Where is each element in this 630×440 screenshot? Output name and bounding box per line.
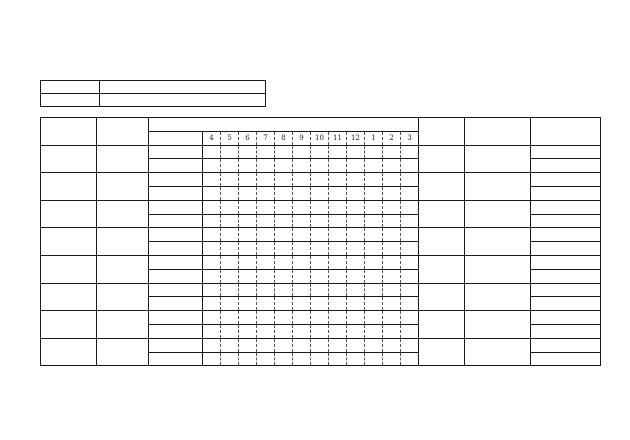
date-to-cell[interactable] — [531, 242, 601, 256]
month-cell[interactable] — [203, 242, 221, 256]
applicant-address-label — [41, 81, 100, 94]
month-cell[interactable] — [293, 214, 311, 228]
month-header-cell: 5 — [221, 131, 239, 145]
month-cell[interactable] — [329, 159, 347, 173]
month-cell[interactable] — [239, 186, 257, 200]
month-cell[interactable] — [365, 297, 383, 311]
table-row — [41, 283, 601, 297]
crop-cell[interactable] — [97, 228, 149, 256]
row-label — [149, 186, 203, 200]
table-row — [41, 255, 601, 269]
measures-cell[interactable] — [465, 283, 531, 311]
month-cell[interactable] — [239, 352, 257, 366]
month-cell[interactable] — [203, 255, 221, 269]
date-from-cell[interactable] — [531, 311, 601, 325]
month-cell[interactable] — [221, 255, 239, 269]
month-cell[interactable] — [293, 338, 311, 352]
month-cell[interactable] — [293, 283, 311, 297]
month-cell[interactable] — [257, 242, 275, 256]
month-cell[interactable] — [347, 159, 365, 173]
location-cell[interactable] — [41, 283, 97, 311]
month-cell[interactable] — [275, 269, 293, 283]
month-cell[interactable] — [365, 255, 383, 269]
month-cell[interactable] — [383, 324, 401, 338]
month-cell[interactable] — [347, 228, 365, 242]
month-cell[interactable] — [239, 283, 257, 297]
applicant-table — [40, 80, 266, 107]
month-cell[interactable] — [329, 283, 347, 297]
month-cell[interactable] — [311, 352, 329, 366]
month-cell[interactable] — [365, 228, 383, 242]
month-cell[interactable] — [257, 352, 275, 366]
row-label — [149, 311, 203, 325]
month-cell[interactable] — [257, 228, 275, 242]
table-row — [41, 228, 601, 242]
month-cell[interactable] — [257, 186, 275, 200]
month-cell[interactable] — [365, 269, 383, 283]
month-cell[interactable] — [257, 269, 275, 283]
month-cell[interactable] — [203, 297, 221, 311]
month-cell[interactable] — [239, 173, 257, 187]
month-cell[interactable] — [365, 214, 383, 228]
month-cell[interactable] — [383, 255, 401, 269]
measures-cell[interactable] — [465, 200, 531, 228]
month-cell[interactable] — [401, 352, 419, 366]
month-header-cell: 4 — [203, 131, 221, 145]
month-header-cell: 8 — [275, 131, 293, 145]
table-row — [41, 338, 601, 352]
month-cell[interactable] — [329, 352, 347, 366]
applicant-name-field[interactable] — [100, 94, 266, 107]
month-cell[interactable] — [311, 324, 329, 338]
month-cell[interactable] — [311, 159, 329, 173]
month-cell[interactable] — [257, 200, 275, 214]
month-cell[interactable] — [275, 352, 293, 366]
month-cell[interactable] — [347, 324, 365, 338]
location-cell[interactable] — [41, 255, 97, 283]
month-cell[interactable] — [239, 269, 257, 283]
month-cell[interactable] — [203, 173, 221, 187]
header-month — [149, 131, 203, 145]
month-cell[interactable] — [221, 352, 239, 366]
month-cell[interactable] — [293, 186, 311, 200]
month-cell[interactable] — [203, 338, 221, 352]
month-cell[interactable] — [329, 186, 347, 200]
applicant-name-label — [41, 94, 100, 107]
month-cell[interactable] — [383, 242, 401, 256]
month-cell[interactable] — [221, 214, 239, 228]
month-cell[interactable] — [293, 255, 311, 269]
month-header-cell: 3 — [401, 131, 419, 145]
month-cell[interactable] — [365, 311, 383, 325]
date-to-cell[interactable] — [531, 352, 601, 366]
month-cell[interactable] — [203, 283, 221, 297]
header-crop — [97, 118, 149, 146]
row-label — [149, 255, 203, 269]
month-cell[interactable] — [311, 145, 329, 159]
crop-cell[interactable] — [97, 338, 149, 366]
month-cell[interactable] — [239, 255, 257, 269]
damage-cell[interactable] — [419, 228, 465, 256]
month-cell[interactable] — [401, 186, 419, 200]
month-header-cell: 6 — [239, 131, 257, 145]
month-cell[interactable] — [275, 338, 293, 352]
month-cell[interactable] — [365, 200, 383, 214]
month-cell[interactable] — [347, 173, 365, 187]
month-cell[interactable] — [239, 297, 257, 311]
crop-cell[interactable] — [97, 283, 149, 311]
date-from-cell[interactable] — [531, 200, 601, 214]
month-header-cell: 7 — [257, 131, 275, 145]
month-cell[interactable] — [257, 338, 275, 352]
measures-cell[interactable] — [465, 255, 531, 283]
month-cell[interactable] — [401, 145, 419, 159]
month-cell[interactable] — [311, 200, 329, 214]
location-cell[interactable] — [41, 173, 97, 201]
month-cell[interactable] — [311, 311, 329, 325]
month-cell[interactable] — [257, 214, 275, 228]
month-cell[interactable] — [239, 242, 257, 256]
month-cell[interactable] — [347, 186, 365, 200]
month-cell[interactable] — [329, 200, 347, 214]
month-cell[interactable] — [383, 297, 401, 311]
month-cell[interactable] — [401, 311, 419, 325]
location-cell[interactable] — [41, 311, 97, 339]
location-cell[interactable] — [41, 145, 97, 173]
month-cell[interactable] — [257, 255, 275, 269]
month-cell[interactable] — [275, 297, 293, 311]
date-to-cell[interactable] — [531, 214, 601, 228]
month-cell[interactable] — [383, 186, 401, 200]
month-cell[interactable] — [347, 255, 365, 269]
month-cell[interactable] — [275, 200, 293, 214]
month-cell[interactable] — [329, 214, 347, 228]
plan-table — [40, 117, 601, 366]
month-cell[interactable] — [239, 214, 257, 228]
month-cell[interactable] — [221, 228, 239, 242]
applicant-address-field[interactable] — [100, 81, 266, 94]
date-to-cell[interactable] — [531, 186, 601, 200]
month-cell[interactable] — [275, 255, 293, 269]
row-label — [149, 242, 203, 256]
date-to-cell[interactable] — [531, 297, 601, 311]
crop-cell[interactable] — [97, 200, 149, 228]
month-header-cell: 2 — [383, 131, 401, 145]
date-from-cell[interactable] — [531, 283, 601, 297]
table-row — [41, 145, 601, 159]
month-cell[interactable] — [203, 159, 221, 173]
month-cell[interactable] — [365, 283, 383, 297]
month-cell[interactable] — [401, 214, 419, 228]
damage-cell[interactable] — [419, 200, 465, 228]
month-cell[interactable] — [275, 311, 293, 325]
row-label — [149, 200, 203, 214]
month-cell[interactable] — [383, 269, 401, 283]
month-cell[interactable] — [401, 159, 419, 173]
month-cell[interactable] — [383, 352, 401, 366]
month-cell[interactable] — [221, 324, 239, 338]
month-cell[interactable] — [257, 311, 275, 325]
month-cell[interactable] — [365, 186, 383, 200]
month-cell[interactable] — [383, 145, 401, 159]
crop-cell[interactable] — [97, 145, 149, 173]
row-label — [149, 145, 203, 159]
row-label — [149, 214, 203, 228]
month-cell[interactable] — [275, 159, 293, 173]
month-cell[interactable] — [221, 283, 239, 297]
month-cell[interactable] — [383, 311, 401, 325]
row-label — [149, 324, 203, 338]
month-cell[interactable] — [383, 200, 401, 214]
month-cell[interactable] — [311, 214, 329, 228]
month-cell[interactable] — [257, 324, 275, 338]
month-cell[interactable] — [347, 269, 365, 283]
month-cell[interactable] — [329, 311, 347, 325]
table-row — [41, 200, 601, 214]
month-cell[interactable] — [293, 200, 311, 214]
month-cell[interactable] — [347, 200, 365, 214]
header-period-group — [149, 118, 419, 132]
month-cell[interactable] — [257, 145, 275, 159]
month-cell[interactable] — [257, 173, 275, 187]
month-cell[interactable] — [293, 297, 311, 311]
month-cell[interactable] — [203, 214, 221, 228]
header-location — [41, 118, 97, 146]
table-row — [41, 173, 601, 187]
month-cell[interactable] — [239, 145, 257, 159]
month-cell[interactable] — [257, 159, 275, 173]
month-cell[interactable] — [329, 297, 347, 311]
measures-cell[interactable] — [465, 145, 531, 173]
crop-cell[interactable] — [97, 255, 149, 283]
month-cell[interactable] — [401, 297, 419, 311]
month-cell[interactable] — [365, 324, 383, 338]
month-cell[interactable] — [401, 283, 419, 297]
month-cell[interactable] — [329, 338, 347, 352]
month-cell[interactable] — [293, 242, 311, 256]
date-to-cell[interactable] — [531, 269, 601, 283]
measures-cell[interactable] — [465, 173, 531, 201]
location-cell[interactable] — [41, 338, 97, 366]
month-cell[interactable] — [383, 214, 401, 228]
month-cell[interactable] — [311, 338, 329, 352]
month-cell[interactable] — [401, 173, 419, 187]
row-label — [149, 269, 203, 283]
month-cell[interactable] — [329, 228, 347, 242]
row-label — [149, 228, 203, 242]
month-cell[interactable] — [329, 242, 347, 256]
month-cell[interactable] — [365, 352, 383, 366]
month-cell[interactable] — [257, 283, 275, 297]
header-capture-period — [531, 118, 601, 146]
month-cell[interactable] — [203, 324, 221, 338]
month-cell[interactable] — [311, 242, 329, 256]
month-cell[interactable] — [347, 297, 365, 311]
row-label — [149, 283, 203, 297]
month-cell[interactable] — [311, 228, 329, 242]
location-cell[interactable] — [41, 200, 97, 228]
measures-cell[interactable] — [465, 228, 531, 256]
month-cell[interactable] — [383, 159, 401, 173]
month-cell[interactable] — [221, 311, 239, 325]
row-label — [149, 352, 203, 366]
damage-cell[interactable] — [419, 173, 465, 201]
crop-cell[interactable] — [97, 311, 149, 339]
month-cell[interactable] — [401, 255, 419, 269]
header-damage — [419, 118, 465, 146]
date-to-cell[interactable] — [531, 324, 601, 338]
month-cell[interactable] — [383, 338, 401, 352]
month-cell[interactable] — [347, 352, 365, 366]
month-cell[interactable] — [293, 159, 311, 173]
month-cell[interactable] — [365, 242, 383, 256]
month-cell[interactable] — [347, 145, 365, 159]
month-cell[interactable] — [293, 228, 311, 242]
location-cell[interactable] — [41, 228, 97, 256]
row-label — [149, 297, 203, 311]
month-cell[interactable] — [221, 242, 239, 256]
month-cell[interactable] — [311, 283, 329, 297]
month-cell[interactable] — [329, 269, 347, 283]
month-cell[interactable] — [203, 228, 221, 242]
measures-cell[interactable] — [465, 338, 531, 366]
month-cell[interactable] — [401, 200, 419, 214]
date-to-cell[interactable] — [531, 159, 601, 173]
month-cell[interactable] — [275, 173, 293, 187]
month-cell[interactable] — [311, 255, 329, 269]
date-from-cell[interactable] — [531, 255, 601, 269]
month-cell[interactable] — [401, 242, 419, 256]
month-cell[interactable] — [203, 352, 221, 366]
date-from-cell[interactable] — [531, 145, 601, 159]
month-cell[interactable] — [239, 200, 257, 214]
month-cell[interactable] — [365, 145, 383, 159]
month-header-cell: 1 — [365, 131, 383, 145]
month-cell[interactable] — [365, 338, 383, 352]
month-cell[interactable] — [203, 186, 221, 200]
month-cell[interactable] — [293, 145, 311, 159]
month-cell[interactable] — [239, 159, 257, 173]
month-cell[interactable] — [293, 269, 311, 283]
crop-cell[interactable] — [97, 173, 149, 201]
month-cell[interactable] — [221, 297, 239, 311]
month-cell[interactable] — [365, 173, 383, 187]
row-label — [149, 173, 203, 187]
month-cell[interactable] — [383, 173, 401, 187]
month-header-cell: 9 — [293, 131, 311, 145]
month-cell[interactable] — [347, 214, 365, 228]
month-cell[interactable] — [275, 145, 293, 159]
damage-cell[interactable] — [419, 311, 465, 339]
month-cell[interactable] — [329, 255, 347, 269]
month-cell[interactable] — [329, 324, 347, 338]
month-cell[interactable] — [221, 159, 239, 173]
month-cell[interactable] — [275, 242, 293, 256]
month-cell[interactable] — [239, 338, 257, 352]
month-cell[interactable] — [239, 228, 257, 242]
date-from-cell[interactable] — [531, 228, 601, 242]
month-cell[interactable] — [275, 214, 293, 228]
row-label — [149, 159, 203, 173]
month-cell[interactable] — [203, 200, 221, 214]
month-cell[interactable] — [275, 324, 293, 338]
month-cell[interactable] — [311, 186, 329, 200]
month-cell[interactable] — [239, 311, 257, 325]
month-cell[interactable] — [203, 145, 221, 159]
month-cell[interactable] — [293, 173, 311, 187]
month-cell[interactable] — [293, 311, 311, 325]
month-cell[interactable] — [401, 269, 419, 283]
month-cell[interactable] — [347, 338, 365, 352]
month-cell[interactable] — [221, 200, 239, 214]
month-cell[interactable] — [311, 173, 329, 187]
month-cell[interactable] — [347, 311, 365, 325]
row-label — [149, 338, 203, 352]
date-from-cell[interactable] — [531, 173, 601, 187]
damage-cell[interactable] — [419, 145, 465, 173]
header-measures — [465, 118, 531, 146]
measures-cell[interactable] — [465, 311, 531, 339]
month-cell[interactable] — [221, 269, 239, 283]
month-cell[interactable] — [347, 283, 365, 297]
date-from-cell[interactable] — [531, 338, 601, 352]
month-cell[interactable] — [221, 173, 239, 187]
month-cell[interactable] — [257, 297, 275, 311]
month-cell[interactable] — [365, 159, 383, 173]
month-cell[interactable] — [311, 297, 329, 311]
month-cell[interactable] — [203, 269, 221, 283]
month-cell[interactable] — [293, 352, 311, 366]
month-cell[interactable] — [221, 145, 239, 159]
month-cell[interactable] — [401, 338, 419, 352]
damage-cell[interactable] — [419, 283, 465, 311]
month-header-cell: 12 — [347, 131, 365, 145]
month-cell[interactable] — [347, 242, 365, 256]
month-cell[interactable] — [203, 311, 221, 325]
month-cell[interactable] — [329, 173, 347, 187]
month-cell[interactable] — [275, 186, 293, 200]
damage-cell[interactable] — [419, 255, 465, 283]
month-cell[interactable] — [275, 283, 293, 297]
month-header-cell: 10 — [311, 131, 329, 145]
month-cell[interactable] — [221, 338, 239, 352]
month-cell[interactable] — [239, 324, 257, 338]
month-cell[interactable] — [329, 145, 347, 159]
month-cell[interactable] — [401, 228, 419, 242]
table-row — [41, 311, 601, 325]
month-cell[interactable] — [275, 228, 293, 242]
month-cell[interactable] — [383, 283, 401, 297]
month-cell[interactable] — [311, 269, 329, 283]
month-cell[interactable] — [383, 228, 401, 242]
damage-cell[interactable] — [419, 338, 465, 366]
month-cell[interactable] — [401, 324, 419, 338]
month-header-cell: 11 — [329, 131, 347, 145]
month-cell[interactable] — [293, 324, 311, 338]
month-cell[interactable] — [221, 186, 239, 200]
